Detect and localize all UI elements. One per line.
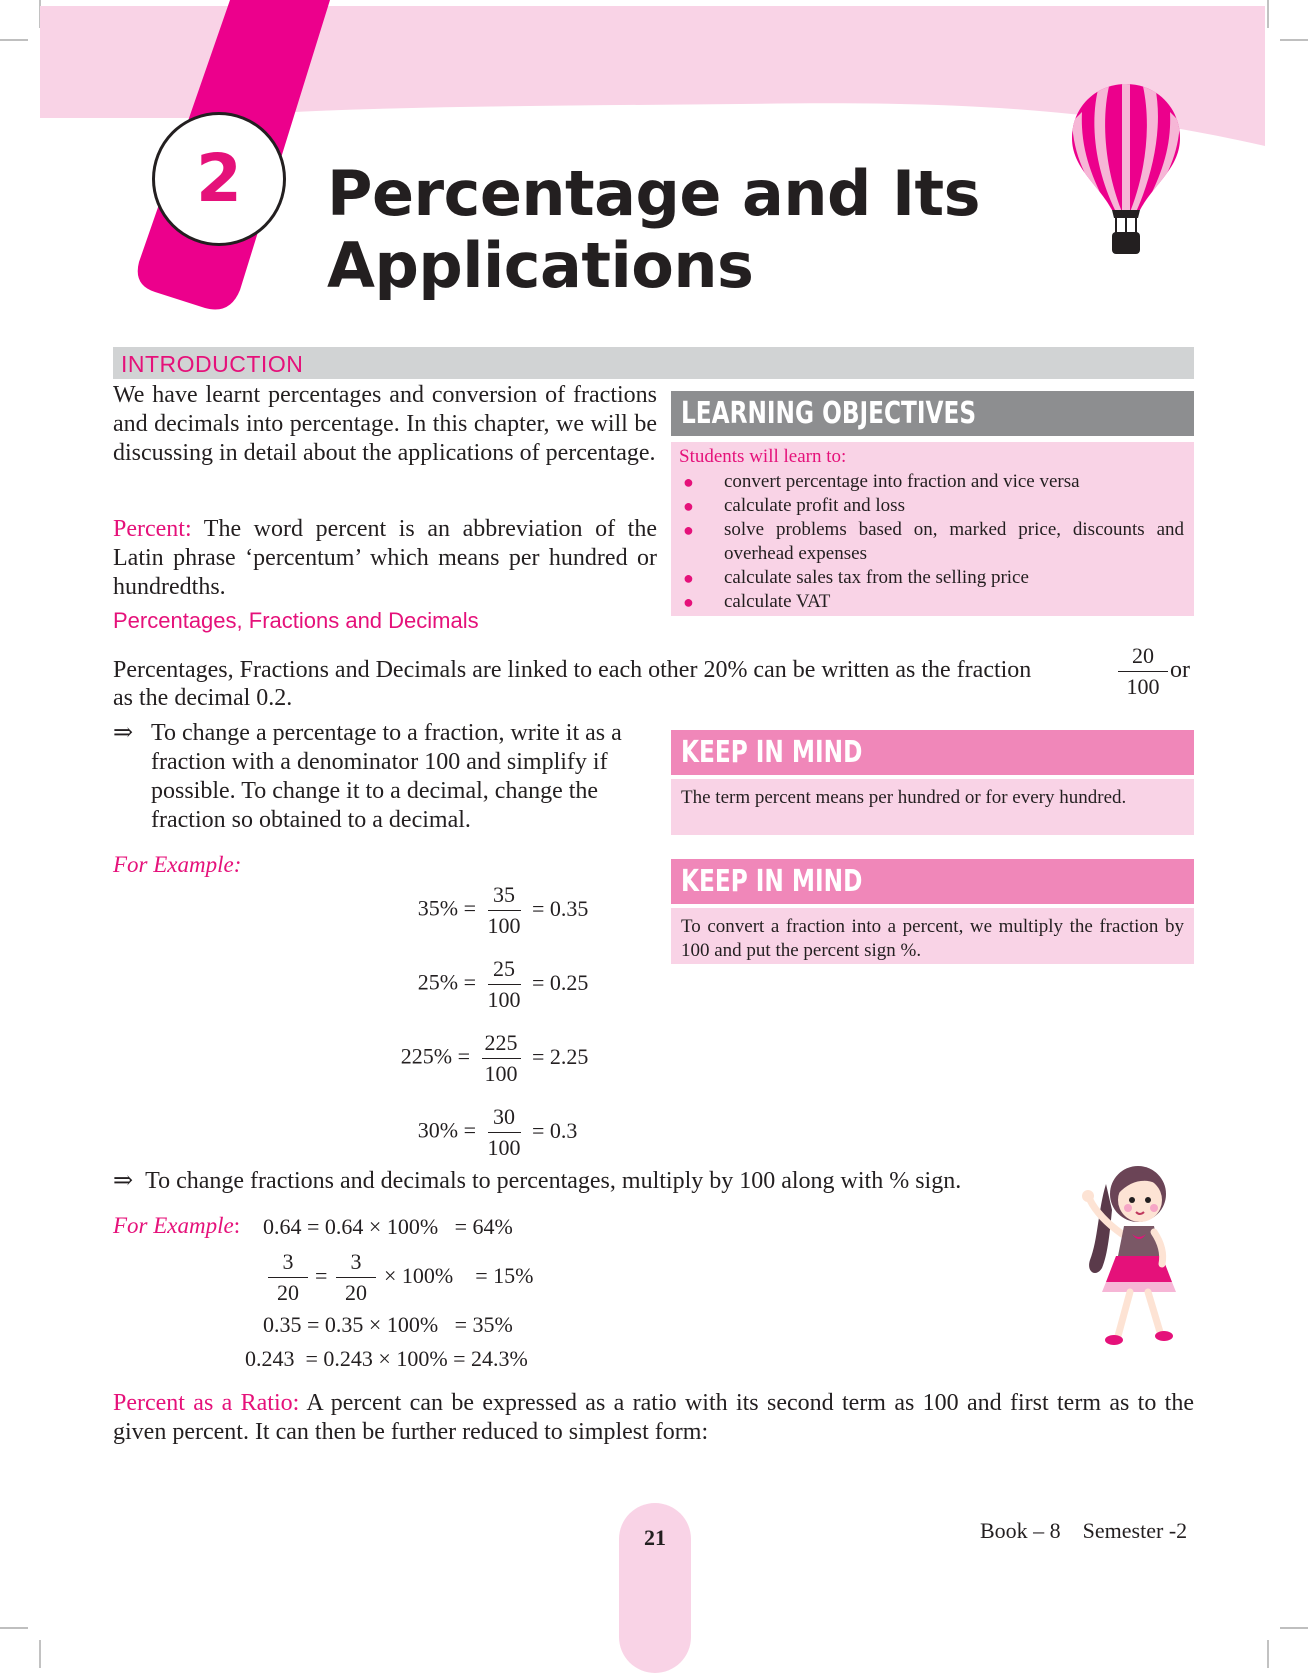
learning-objective-item <box>679 590 1184 614</box>
fraction-denominator: 100 <box>487 1135 521 1160</box>
example2-row3: 0.35 = 0.35 × 100% = 35% <box>263 1312 513 1337</box>
example-row <box>418 954 600 1015</box>
fraction-numerator: 35 <box>488 880 521 911</box>
arrow-icon: ⇒ <box>113 720 134 746</box>
equals-sign: = <box>315 1263 328 1288</box>
percent-as-ratio-label: Percent as a Ratio: <box>113 1390 300 1416</box>
percent-as-ratio <box>113 1389 1194 1447</box>
chapter-title-line1: Percentage and Its <box>327 157 981 230</box>
for-example-colon: : <box>233 1213 241 1238</box>
keep-in-mind-box <box>671 779 1194 835</box>
girl-illustration <box>1068 1160 1194 1360</box>
hot-air-balloon-icon <box>1070 82 1182 257</box>
section-heading-pfd: Percentages, Fractions and Decimals <box>113 608 479 633</box>
keep-in-mind-text: The term percent means per hundred or for every hundred. <box>681 787 1127 808</box>
pfd-text-after: as the decimal 0.2. <box>113 685 293 711</box>
introduction-label: INTRODUCTION <box>121 351 304 377</box>
examples-percent-to-fraction <box>300 880 600 1170</box>
for-example-label: For Example: <box>113 852 242 877</box>
fraction-denominator: 100 <box>487 987 521 1012</box>
rule-percent-to-fraction <box>113 719 657 835</box>
example2-row4: 0.243 = 0.243 × 100% = 24.3% <box>245 1346 528 1371</box>
keep-in-mind-box <box>671 908 1194 964</box>
example2-row1: 0.64 = 0.64 × 100% = 64% <box>263 1214 513 1239</box>
learning-objectives-header <box>671 391 1194 436</box>
learning-objective-text: calculate VAT <box>724 591 831 612</box>
example-lhs: 25% = <box>417 969 476 995</box>
rule-fraction-to-percent-text: To change fractions and decimals to percentages, multiply by 100 along with % sign. <box>145 1168 962 1194</box>
fraction-numerator: 3 <box>336 1247 376 1278</box>
arrow-icon: ⇒ <box>113 1168 134 1194</box>
learning-objective-text: calculate profit and loss <box>724 495 905 516</box>
percent-as-ratio-text: A percent can be expressed as a ratio with its second term as 100 and first term as to the given percent. It can then be further reduced to simplest form: <box>113 1390 1195 1445</box>
chapter-title-line2: Applications <box>327 229 754 302</box>
example-fraction <box>488 954 521 1015</box>
example-rhs: = 0.25 <box>532 969 589 995</box>
fraction-20-100 <box>1118 641 1168 702</box>
example2-fraction-left <box>268 1247 308 1308</box>
chapter-number-badge: 2 <box>152 112 286 246</box>
fraction-denominator: 100 <box>487 913 521 938</box>
learning-objective-item <box>679 566 1184 590</box>
bullet-icon: ● <box>683 592 694 612</box>
percent-label: Percent: <box>113 516 192 542</box>
keep-in-mind-text: To convert a fraction into a percent, we multiply the fraction by 100 and put the percent sign %. <box>681 916 1184 961</box>
pfd-text-or: or <box>1170 657 1190 683</box>
example-lhs: 30% = <box>417 1117 476 1143</box>
footer-book-semester: Book – 8 Semester -2 <box>980 1518 1188 1543</box>
learning-objectives-box <box>671 442 1194 616</box>
introduction-bar <box>113 347 1194 379</box>
rule-fraction-to-percent <box>113 1166 1073 1195</box>
example-fraction <box>488 1102 521 1163</box>
example-row <box>418 880 600 941</box>
for-example-label-2 <box>113 1213 240 1239</box>
bullet-icon: ● <box>683 520 694 540</box>
fraction-numerator: 225 <box>482 1028 521 1059</box>
keep-in-mind-header <box>671 730 1194 775</box>
example2-fraction-right <box>336 1247 376 1308</box>
bullet-icon: ● <box>683 472 694 492</box>
example-rhs: = 0.3 <box>532 1117 578 1143</box>
learning-objective-text: convert percentage into fraction and vice versa <box>724 471 1080 492</box>
fraction-denominator: 100 <box>1126 674 1160 699</box>
bullet-icon: ● <box>683 568 694 588</box>
page-number: 21 <box>644 1525 666 1550</box>
learning-objective-text: solve problems based on, marked price, discounts and overhead expenses <box>724 519 1184 564</box>
fraction-numerator: 25 <box>488 954 521 985</box>
pfd-intro-sentence <box>113 641 1194 711</box>
example-rhs: = 0.35 <box>532 895 589 921</box>
keep-in-mind-header <box>671 859 1194 904</box>
example-lhs: 225% = <box>400 1043 470 1069</box>
example-rhs: = 2.25 <box>532 1043 589 1069</box>
fraction-denominator: 100 <box>484 1061 518 1086</box>
percent-definition-text: The word percent is an abbreviation of the Latin phrase ‘percentum’ which means per hundred or hundredths. <box>113 516 657 600</box>
learning-objective-item <box>679 518 1184 566</box>
for-example-text: For Example <box>113 1213 234 1238</box>
example-fraction <box>488 880 521 941</box>
learning-objective-item <box>679 494 1184 518</box>
example-fraction <box>482 1028 521 1089</box>
chapter-title <box>327 158 1027 302</box>
fraction-numerator: 30 <box>488 1102 521 1133</box>
example2-row2-rhs: × 100% = 15% <box>384 1263 534 1288</box>
introduction-paragraph: We have learnt percentages and conversion of fractions and decimals into percentage. In this chapter, we will be discussing in detail about the applications of percentage. <box>113 382 657 466</box>
keep-in-mind-title: KEEP IN MIND <box>681 735 863 770</box>
pfd-text-before: Percentages, Fractions and Decimals are linked to each other 20% can be written as the fraction <box>113 657 1032 683</box>
learning-objective-item <box>679 470 1184 494</box>
bullet-icon: ● <box>683 496 694 516</box>
example-row <box>418 1102 600 1163</box>
example-lhs: 35% = <box>417 895 476 921</box>
fraction-numerator: 20 <box>1118 641 1168 672</box>
fraction-denominator: 20 <box>277 1280 299 1305</box>
keep-in-mind-title: KEEP IN MIND <box>681 864 863 899</box>
example2-row2 <box>268 1247 568 1309</box>
learning-objective-text: calculate sales tax from the selling price <box>724 567 1029 588</box>
learning-objectives-title: LEARNING OBJECTIVES <box>681 396 977 431</box>
fraction-numerator: 3 <box>268 1247 308 1278</box>
percent-definition <box>113 515 657 602</box>
rule-percent-to-fraction-text: To change a percentage to a fraction, write it as a fraction with a denominator 100 and simplify if possible. To change it to a decimal, change the fraction so obtained to a decimal. <box>151 720 622 833</box>
example-row <box>401 1028 600 1089</box>
learning-objectives-intro: Students will learn to: <box>679 446 847 467</box>
fraction-denominator: 20 <box>345 1280 367 1305</box>
